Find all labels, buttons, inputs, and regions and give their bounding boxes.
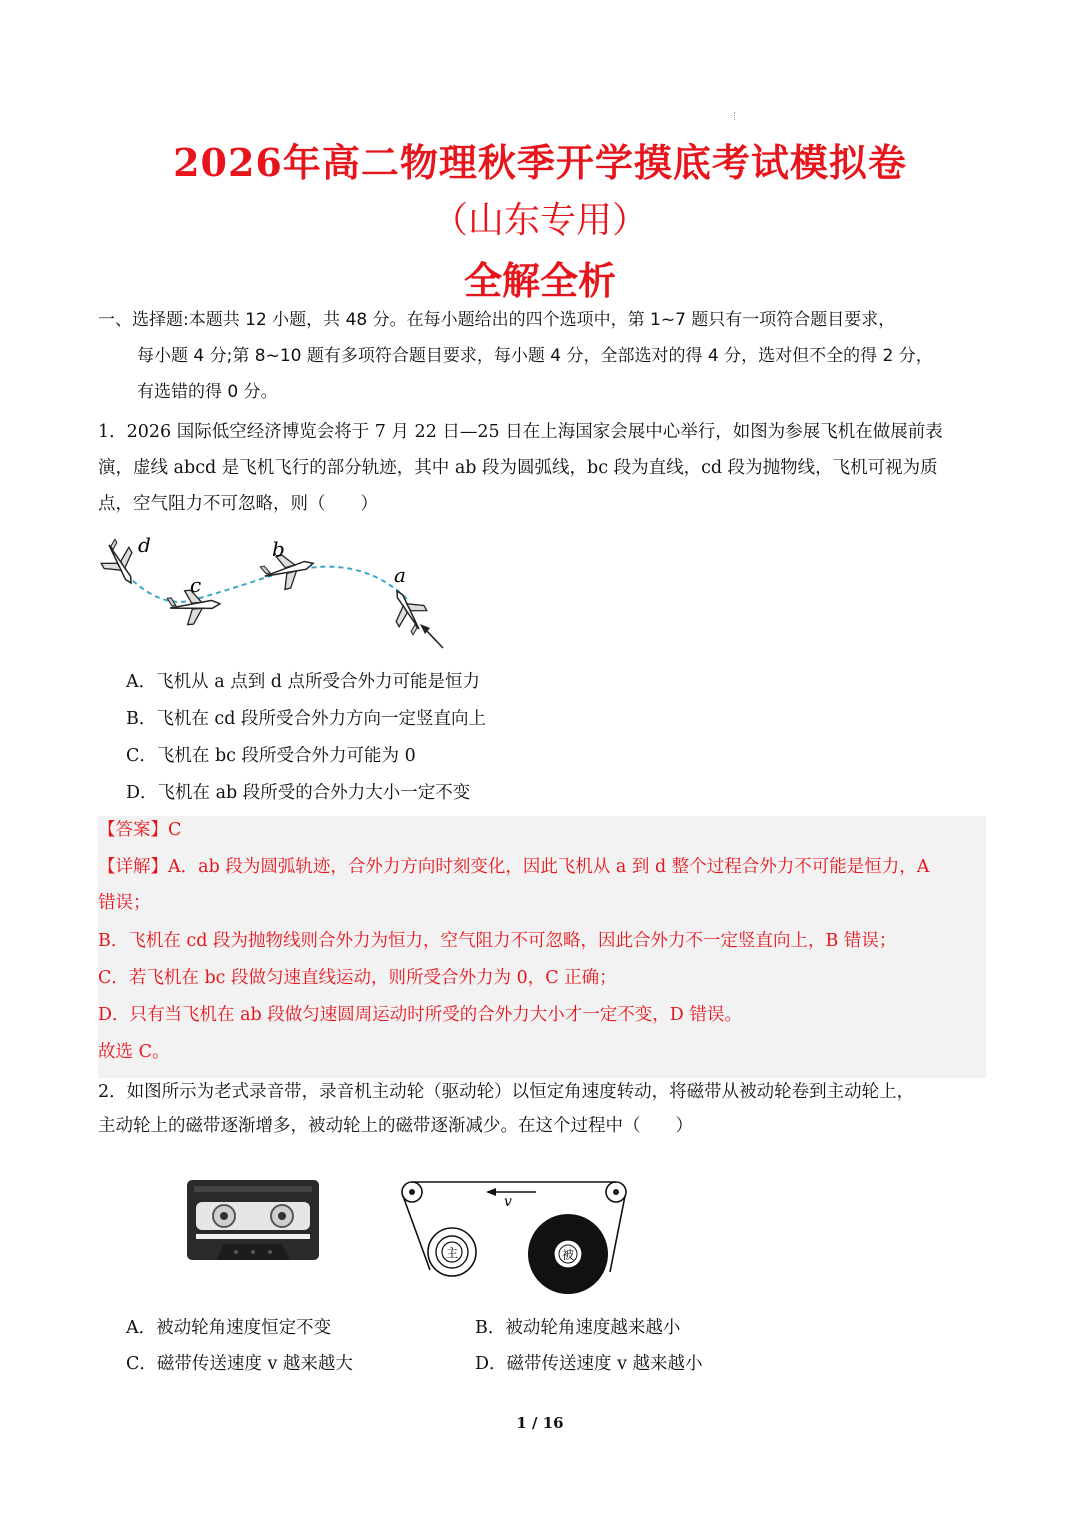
- label-b: b: [272, 537, 285, 561]
- label-a: a: [394, 563, 406, 587]
- q2-option-b: B．被动轮角速度越来越小: [475, 1318, 681, 1338]
- q1-detail-line5: D．只有当飞机在 ab 段做匀速圆周运动时所受的合外力大小才一定不变，D 错误。: [98, 1005, 742, 1025]
- q2-stem-line1: 2．如图所示为老式录音带，录音机主动轮（驱动轮）以恒定角速度转动，将磁带从被动轮卷到主动轮上，: [98, 1082, 915, 1102]
- cassette-photo: [186, 1178, 320, 1262]
- section-heading-line3: 有选错的得 0 分。: [137, 382, 278, 402]
- q1-stem-line1: 1．2026 国际低空经济博览会将于 7 月 22 日—25 日在上海国家会展中心举行，如图为参展飞机在做展前表: [98, 422, 943, 442]
- q1-option-d: D．飞机在 ab 段所受的合外力大小一定不变: [126, 783, 471, 803]
- q1-answer: 【答案】C: [98, 820, 182, 840]
- q1-stem-line2: 演，虚线 abcd 是飞机飞行的部分轨迹，其中 ab 段为圆弧线，bc 段为直线，cd 段为抛物线，飞机可视为质: [98, 458, 938, 478]
- tape-left-side: [403, 1196, 430, 1270]
- stray-mark: [734, 112, 737, 120]
- q1-detail-line2: 错误；: [98, 893, 151, 913]
- q1-detail-line1: 【详解】A．ab 段为圆弧轨迹，合外力方向时刻变化，因此飞机从 a 到 d 整个过程合外力不可能是恒力，A: [98, 857, 930, 877]
- tape-right-side: [610, 1196, 625, 1272]
- q1-detail-line3: B．飞机在 cd 段为抛物线则合外力为恒力，空气阻力不可忽略，因此合外力不一定竖直向上，B 错误；: [98, 931, 897, 951]
- q1-trajectory-figure: [98, 530, 458, 650]
- title-analysis: 全解全析: [463, 259, 616, 303]
- q2-stem-line2: 主动轮上的磁带逐渐增多，被动轮上的磁带逐渐减少。在这个过程中（ ）: [98, 1116, 693, 1136]
- q1-option-c: C．飞机在 bc 段所受合外力可能为 0: [126, 746, 416, 766]
- right-reel-label: 被: [561, 1248, 575, 1262]
- title-subtitle: （山东专用）: [431, 200, 648, 241]
- v-arrowhead: [486, 1188, 496, 1196]
- section-heading-line1: 一、选择题:本题共 12 小题，共 48 分。在每小题给出的四个选项中，第 1~7 题只有一项符合题目要求，: [98, 310, 896, 330]
- section-heading-line2: 每小题 4 分;第 8~10 题有多项符合题目要求，每小题 4 分，全部选对的得 4 分，选对但不全的得 2 分，: [137, 346, 933, 366]
- v-label: v: [504, 1194, 512, 1210]
- q1-option-a: A．飞机从 a 点到 d 点所受合外力可能是恒力: [126, 672, 481, 692]
- q1-detail-line6: 故选 C。: [98, 1042, 170, 1062]
- q1-stem-line3: 点，空气阻力不可忽略，则（ ）: [98, 494, 378, 514]
- plane-b-icon: [259, 548, 318, 594]
- title-main: 2026年高二物理秋季开学摸底考试模拟卷: [173, 140, 907, 185]
- q1-detail-line4: C．若飞机在 bc 段做匀速直线运动，则所受合外力为 0，C 正确；: [98, 968, 617, 988]
- label-c: c: [190, 573, 202, 597]
- q2-option-d: D．磁带传送速度 v 越来越小: [475, 1354, 703, 1374]
- q2-option-c: C．磁带传送速度 v 越来越大: [126, 1354, 353, 1374]
- left-reel-label: 主: [445, 1246, 459, 1260]
- q2-option-a: A．被动轮角速度恒定不变: [126, 1318, 332, 1338]
- label-d: d: [138, 533, 151, 557]
- q1-option-b: B．飞机在 cd 段所受合外力方向一定竖直向上: [126, 709, 486, 729]
- tape-reel-diagram: [396, 1172, 636, 1298]
- page-number: 1 / 16: [516, 1414, 564, 1432]
